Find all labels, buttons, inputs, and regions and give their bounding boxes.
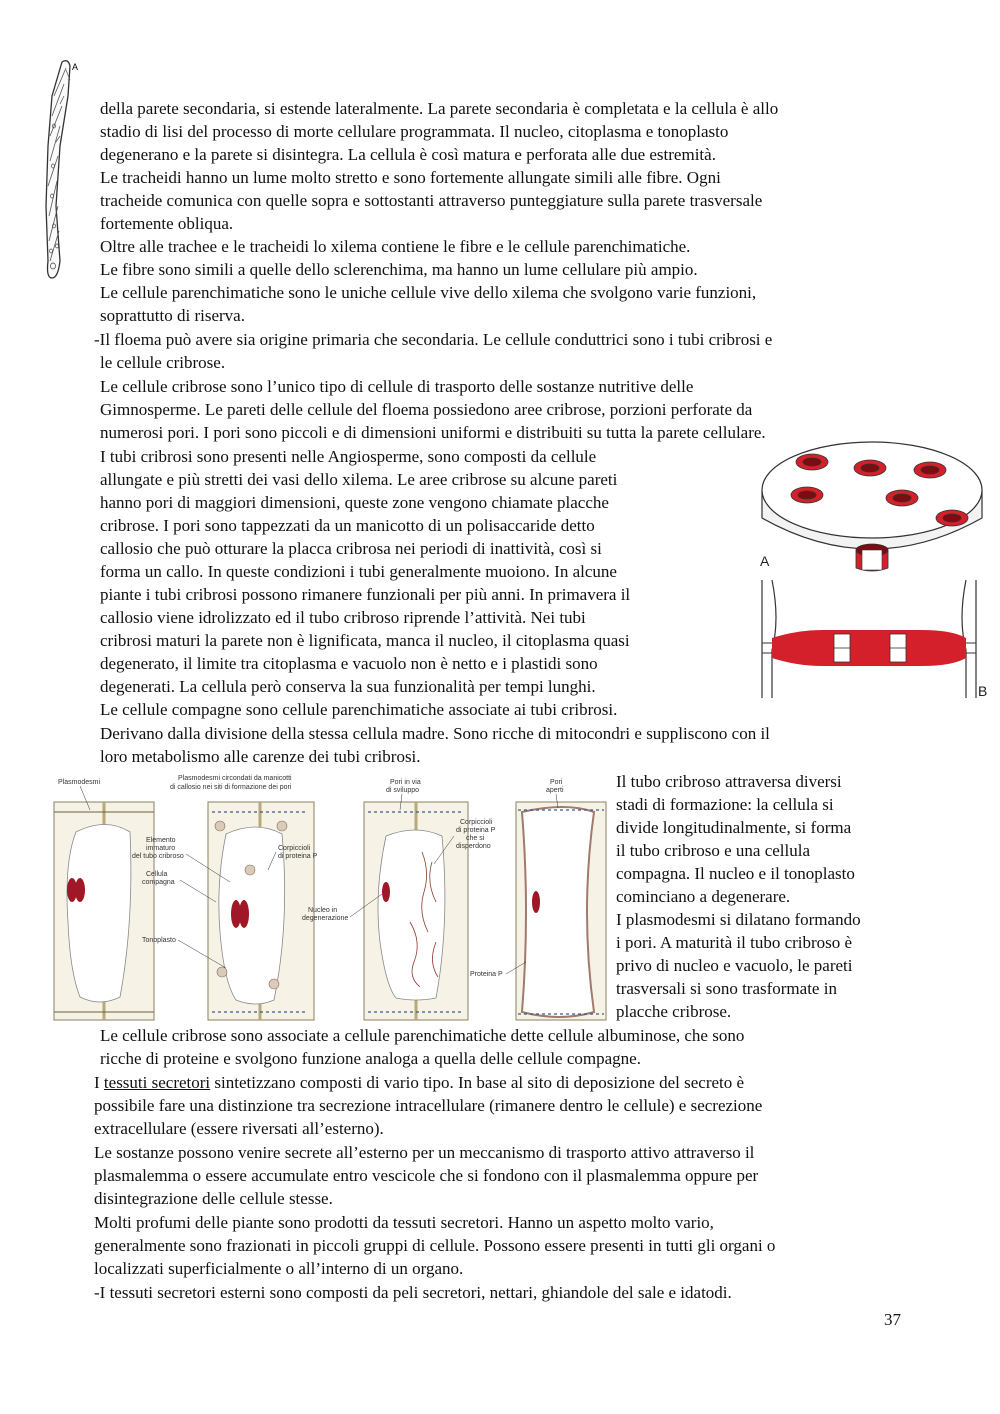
sieve-label-a: A — [760, 553, 770, 569]
tracheid-label: A — [72, 62, 79, 72]
text-line: Oltre alle trachee e le tracheidi lo xilema contiene le fibre e le cellule parenchimatiche. — [100, 237, 691, 256]
text-line: piante i tubi cribrosi possono rimanere funzionali per più anni. In primavera il — [100, 585, 631, 604]
text-line: allungate e più stretti dei vasi dello xilema. Le aree cribrose su alcune pareti — [100, 470, 618, 489]
text-line: stadi di formazione: la cellula si — [616, 795, 834, 814]
text-line: divide longitudinalmente, si forma — [616, 818, 852, 837]
text-line: disintegrazione delle cellule stesse. — [94, 1189, 333, 1208]
label-corp1-1: Corpiccioli — [278, 845, 311, 852]
text-line: -Il floema può avere sia origine primaria che secondaria. Le cellule conduttrici sono i tubi cribrosi e — [94, 330, 773, 349]
text-prefix: I — [94, 1073, 104, 1092]
text-line: Il tubo cribroso attraversa diversi — [616, 772, 842, 791]
sieve-tube-development-figure — [50, 772, 610, 1022]
label-pori-aperti-2: aperti — [546, 787, 564, 794]
text-line: degenerano e la parete si disintegra. La cellula è così matura e perforata alle due estremità. — [100, 145, 716, 164]
text-line: localizzati superficialmente o all’interno di un organo. — [94, 1259, 464, 1278]
text-line: callosio viene idrolizzato ed il tubo cribroso riprende l’attività. Nei tubi — [100, 608, 586, 627]
text-line: Derivano dalla divisione della stessa cellula madre. Sono ricche di mitocondri e suppliscono con il — [100, 724, 770, 743]
text-line: possibile fare una distinzione tra secrezione intracellulare (rimanere dentro le cellule) e secrezione — [94, 1096, 763, 1115]
label-tonoplasto: Tonoplasto — [142, 937, 176, 944]
text-line: Le tracheidi hanno un lume molto stretto e sono fortemente allungate simili alle fibre. Ogni — [100, 168, 721, 187]
page-number: 37 — [884, 1310, 901, 1329]
text-line: Gimnosperme. Le pareti delle cellule del floema possiedono aree cribrose, porzioni perforate da — [100, 400, 753, 419]
text-line: trasversali si sono trasformate in — [616, 979, 837, 998]
label-corp1-2: di proteina P — [278, 853, 318, 860]
label-cellula-1: Cellula — [146, 871, 168, 878]
label-elemento-3: del tubo cribroso — [132, 853, 184, 860]
text-line: fortemente obliqua. — [100, 214, 234, 233]
label-nucleo-1: Nucleo in — [308, 907, 338, 914]
label-proteina-p: Proteina P — [470, 971, 503, 978]
text-line: Le sostanze possono venire secrete all’esterno per un meccanismo di trasporto attivo attraverso il — [94, 1143, 755, 1162]
tracheid-figure — [40, 56, 90, 286]
label-elemento-2: immaturo — [146, 845, 176, 852]
label-pori-sviluppo-1: Pori in via — [390, 779, 421, 786]
text-line: numerosi pori. I pori sono piccoli e di dimensioni uniformi e distribuiti su tutta la parete cellulare. — [100, 423, 766, 442]
text-line: privo di nucleo e vacuolo, le pareti — [616, 956, 853, 975]
text-line: soprattutto di riserva. — [100, 306, 245, 325]
label-corp2-1: Corpiccioli — [460, 819, 493, 826]
text-line: Le cellule compagne sono cellule parenchimatiche associate ai tubi cribrosi. — [100, 700, 618, 719]
label-pori-aperti-1: Pori — [550, 779, 563, 786]
label-plasmodesmi: Plasmodesmi — [58, 779, 101, 786]
text-line: degenerato, il limite tra citoplasma e vacuolo non è netto e i plastidi sono — [100, 654, 598, 673]
text-line: Molti profumi delle piante sono prodotti da tessuti secretori. Hanno un aspetto molto vario, — [94, 1213, 714, 1232]
text-line: degenerati. La cellula però conserva la sua funzionalità per tempi lunghi. — [100, 677, 596, 696]
text-line: tracheide comunica con quelle sopra e sottostanti attraverso punteggiature sulla parete trasversale — [100, 191, 763, 210]
label-corp2-3: che si — [466, 835, 485, 842]
text-line-secretori-intro — [94, 1071, 744, 1094]
text-line: callosio che può otturare la placca cribrosa nei periodi di inattività, così si — [100, 539, 602, 558]
text-line: placche cribrose. — [616, 1002, 732, 1021]
text-line: compagna. Il nucleo e il tonoplasto — [616, 864, 855, 883]
label-manicotti-2: di callosio nei siti di formazione dei pori — [170, 784, 292, 791]
text-line: cribrosi maturi la parete non è lignificata, manca il nucleo, il citoplasma quasi — [100, 631, 630, 650]
text-line: plasmalemma o essere accumulate entro vescicole che si fondono con il plasmalemma oppure per — [94, 1166, 759, 1185]
text-line: i pori. A maturità il tubo cribroso è — [616, 933, 853, 952]
text-line: cribrose. I pori sono tappezzati da un manicotto di un polisaccaride detto — [100, 516, 595, 535]
text-line: -I tessuti secretori esterni sono composti da peli secretori, nettari, ghiandole del sale e idatodi. — [94, 1283, 732, 1302]
label-elemento-1: Elemento — [146, 837, 176, 844]
text-line: della parete secondaria, si estende lateralmente. La parete secondaria è completata e la cellula è allo — [100, 99, 779, 118]
text-line: generalmente sono frazionati in piccoli gruppi di cellule. Possono essere presenti in tutti gli organi o — [94, 1236, 776, 1255]
text-line: I plasmodesmi si dilatano formando — [616, 910, 861, 929]
sieve-label-b: B — [978, 683, 988, 699]
sieve-section — [762, 580, 976, 698]
term-tessuti-secretori: tessuti secretori — [103, 1073, 211, 1092]
text-line: extracellulare (essere riversati all’esterno). — [94, 1119, 384, 1138]
text-line: Le cellule cribrose sono l’unico tipo di cellule di trasporto delle sostanze nutritive delle — [100, 377, 694, 396]
text-line: cominciano a degenerare. — [616, 887, 791, 906]
text-line: Le fibre sono simili a quelle dello sclerenchima, ma hanno un lume cellulare più ampio. — [100, 260, 698, 279]
text-rest: sintetizzano composti di vario tipo. In base al sito di deposizione del secreto è — [210, 1073, 745, 1092]
text-line: I tubi cribrosi sono presenti nelle Angiosperme, sono composti da cellule — [100, 447, 597, 466]
text-line: Le cellule cribrose sono associate a cellule parenchimatiche dette cellule albuminose, che sono — [100, 1026, 745, 1045]
text-line: stadio di lisi del processo di morte cellulare programmata. Il nucleo, citoplasma e tonoplasto — [100, 122, 729, 141]
text-line: il tubo cribroso e una cellula — [616, 841, 811, 860]
label-pori-sviluppo-2: di sviluppo — [386, 787, 420, 794]
stage-1 — [54, 779, 154, 1020]
label-manicotti-1: Plasmodesmi circondati da manicotti — [178, 775, 292, 782]
text-line: ricche di proteine e svolgono funzione analoga a quella delle cellule compagne. — [100, 1049, 641, 1068]
label-cellula-2: compagna — [142, 879, 175, 886]
text-line: hanno pori di maggiori dimensioni, queste zone vengono chiamate placche — [100, 493, 609, 512]
text-line: le cellule cribrose. — [100, 353, 226, 372]
text-line: Le cellule parenchimatiche sono le uniche cellule vive dello xilema che svolgono varie funzioni, — [100, 283, 757, 302]
sieve-plate-figure — [752, 440, 992, 702]
text-line: loro metabolismo alle carenze dei tubi cribrosi. — [100, 747, 421, 766]
text-line: forma un callo. In queste condizioni i tubi generalmente muoiono. In alcune — [100, 562, 617, 581]
label-nucleo-2: degenerazione — [302, 915, 349, 922]
label-corp2-4: disperdono — [456, 843, 491, 850]
label-corp2-2: di proteina P — [456, 827, 496, 834]
